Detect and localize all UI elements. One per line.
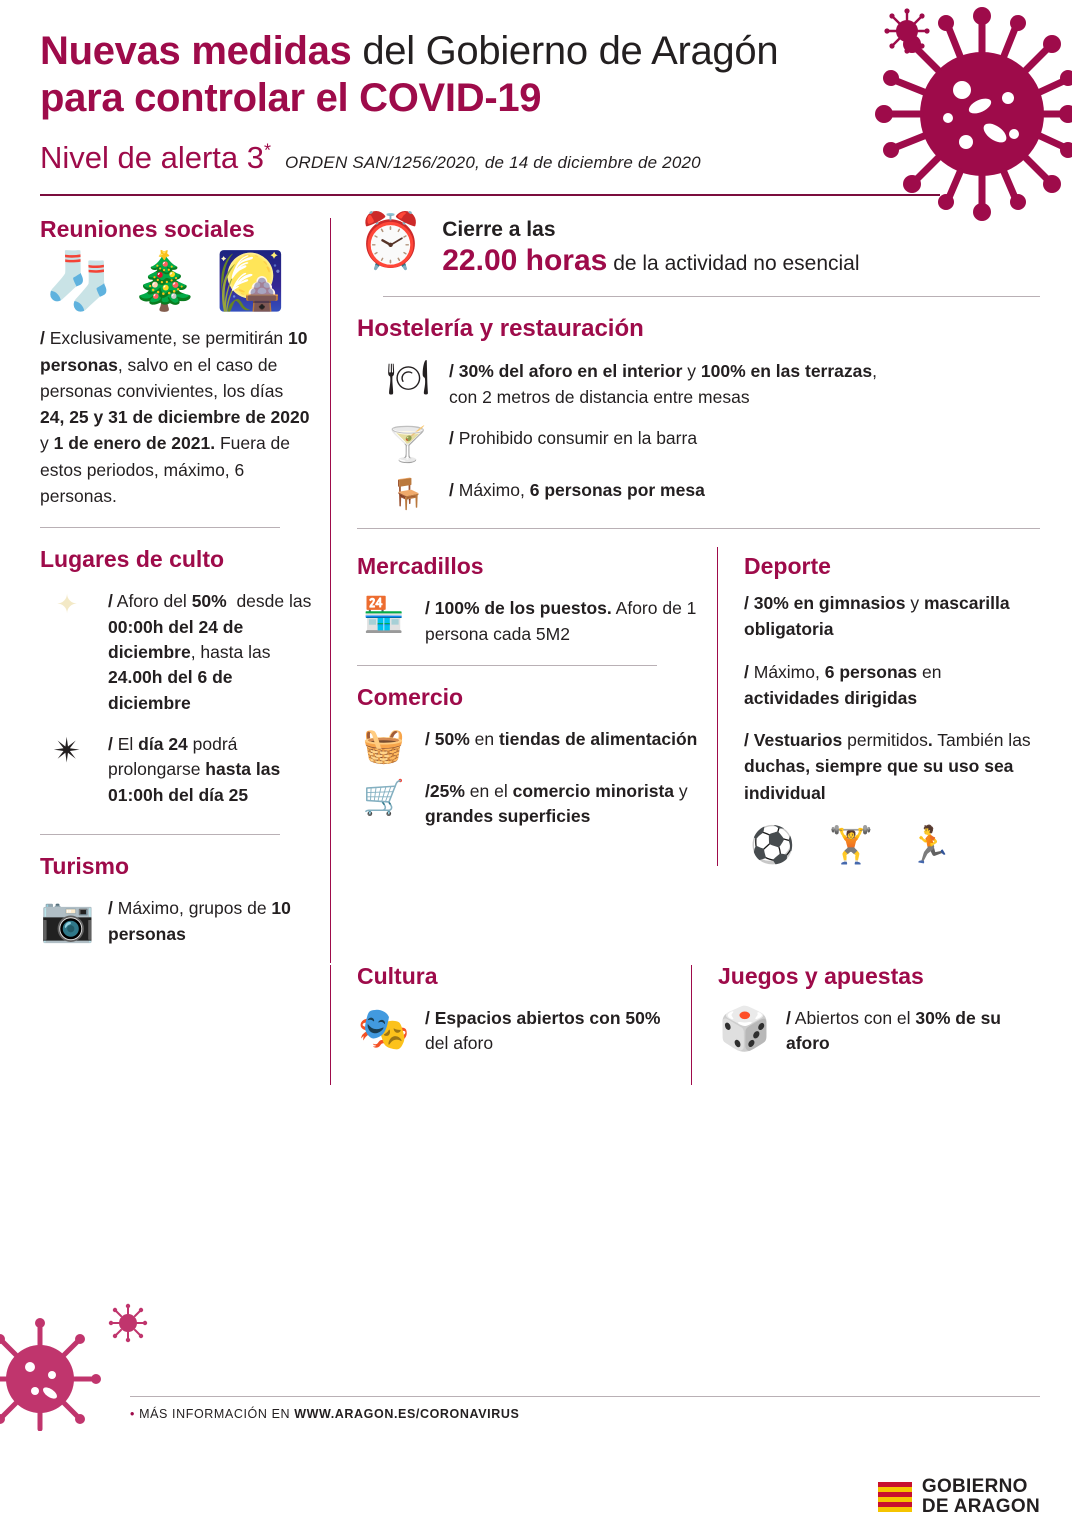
culto-item-2-text: / El día 24 podrá prolongarse hasta las 01:00h del día 25 [108, 734, 281, 805]
divider-left-2 [40, 834, 280, 835]
column-left [40, 210, 330, 963]
header-divider [40, 194, 940, 196]
comercio-item-1 [357, 727, 699, 763]
camera-icon: 📷 [40, 895, 95, 945]
order-reference: ORDEN SAN/1256/2020, de 14 de diciembre de 2020 [285, 153, 701, 173]
column-juegos [692, 957, 1040, 1085]
hosteleria-item-3 [357, 478, 1040, 510]
culto-item-2 [40, 732, 312, 808]
culto-item-1-text: / Aforo del 50% desde las 00:00h del 24 de diciembre, hasta las 24.00h del 6 de diciembre [108, 591, 312, 713]
culto-item-1 [40, 589, 312, 716]
column-cultura [331, 957, 691, 1085]
alert-level-text: Nivel de alerta 3 [40, 140, 265, 176]
section-title-culto: Lugares de culto [40, 546, 225, 573]
deporte-item-1: / 30% en gimnasios y mascarilla obligatoria [744, 593, 1010, 640]
title-part-1: Nuevas medidas [40, 29, 352, 73]
closing-texts [442, 214, 859, 278]
turismo-text: / Máximo, grupos de 10 personas [108, 898, 291, 944]
alert-level-asterisk: * [264, 141, 272, 162]
section-title-hosteleria: Hostelería y restauración [357, 315, 644, 343]
closing-line-2 [442, 244, 859, 278]
more-info-line [130, 1407, 1040, 1421]
section-title-cultura: Cultura [357, 962, 438, 989]
bottom-row [0, 957, 1080, 1085]
comercio-item-2-text: /25% en el comercio minorista y grandes superficies [425, 780, 688, 827]
column-deporte [718, 547, 1040, 866]
aragon-flag-icon [878, 1482, 912, 1512]
gov-line-2: DE ARAGON [921, 1495, 1040, 1517]
cultura-item [357, 1006, 673, 1057]
table-chairs-icon: 🪑 [389, 478, 427, 512]
main-content [0, 210, 1080, 963]
hosteleria-item-1-text: / 30% del aforo en el interior y 100% en las terrazas, con 2 metros de distancia entre mesas [449, 361, 877, 407]
footer-bullet: • [130, 1407, 135, 1421]
hosteleria-item-1 [357, 359, 1040, 410]
mid-bottom-columns [357, 547, 1040, 866]
coronavirus-illustration-small-top [884, 8, 930, 54]
divider-left-1 [40, 527, 280, 528]
weightlifting-icon: 🏋 [828, 823, 874, 865]
footer-more-info-label: MÁS INFORMACIÓN EN [139, 1407, 295, 1421]
juegos-item [718, 1006, 1040, 1057]
shopping-basket-icon: 🧺 [362, 726, 406, 765]
section-title-reuniones: Reuniones sociales [40, 216, 255, 243]
section-title-mercadillos: Mercadillos [357, 553, 484, 580]
section-title-juegos: Juegos y apuestas [718, 962, 924, 989]
dice-icon: 🎲 [718, 1004, 772, 1052]
food-serving-tray-icon: 🍽 [386, 359, 430, 398]
deporte-icons [744, 824, 1040, 866]
christmas-stocking-icon: 🧦 [44, 249, 114, 313]
reuniones-text: / Exclusivamente, se permitirán 10 personas, salvo en el caso de personas convivientes, los días 24, 25 y 31 de diciembre de 2020 y 1 de enero de 2021. Fuera de estos periodos, máximo, 6 personas. [40, 328, 310, 506]
turismo-item [40, 896, 312, 947]
column-right [331, 210, 1040, 963]
mercadillos-text: / 100% de los puestos. Aforo de 1 persona cada 5M2 [425, 598, 697, 644]
comercio-item-2 [357, 779, 699, 830]
government-logo [878, 1477, 1040, 1517]
closing-line-1: Cierre a las [442, 218, 556, 242]
comercio-item-1-text: / 50% en tiendas de alimentación [425, 728, 698, 749]
shopping-cart-icon: 🛒 [362, 778, 406, 817]
header [0, 0, 1080, 176]
column-mercadillos-comercio [357, 547, 717, 866]
deporte-item-3: / Vestuarios permitidos. También las duchas, siempre que su uso sea individual [744, 730, 1031, 803]
section-title-turismo: Turismo [40, 853, 130, 880]
title-part-3: para controlar el COVID-19 [40, 76, 542, 121]
footer-area [0, 1378, 1080, 1528]
alarm-clock-icon: ⏰ [357, 211, 425, 272]
section-title-comercio: Comercio [357, 683, 464, 710]
hosteleria-item-3-text: / Máximo, 6 personas por mesa [449, 480, 705, 501]
divider-right-1 [383, 296, 1040, 297]
market-stall-icon: 🏪 [362, 596, 406, 635]
hosteleria-item-2-text: / Prohibido consumir en la barra [449, 428, 698, 449]
star-icon: ✴ [52, 732, 82, 770]
government-logo-text [922, 1477, 1040, 1517]
mercadillos-item [357, 596, 699, 647]
closing-rest: de la actividad no esencial [607, 252, 860, 276]
deporte-item-2: / Máximo, 6 personas en actividades dirigidas [744, 661, 942, 708]
hosteleria-item-2 [357, 426, 1040, 465]
footer [0, 1397, 1080, 1517]
cultura-text: / Espacios abiertos con 50% del aforo [425, 1007, 661, 1054]
bottom-left-spacer [40, 957, 330, 1085]
christmas-bauble-icon: 🎑 [215, 249, 286, 313]
coronavirus-illustration-bottom-small [108, 1303, 148, 1343]
closing-hour: 22.00 horas [442, 244, 608, 278]
gov-line-1: GOBIERNO [921, 1476, 1028, 1497]
footer-url[interactable]: WWW.ARAGON.ES/CORONAVIRUS [294, 1407, 520, 1421]
alert-level [40, 140, 271, 176]
football-icon: ⚽ [750, 823, 795, 865]
title-part-2: del Gobierno de Aragón [351, 29, 779, 73]
sparkle-icon: ✦ [56, 589, 78, 620]
juegos-text: / Abiertos con el 30% de su aforo [786, 1007, 1002, 1054]
divider-mid-1 [357, 665, 657, 666]
christmas-tree-icon: 🎄 [129, 249, 200, 313]
running-icon: 🏃 [907, 823, 953, 865]
theatre-masks-icon: 🎭 [357, 1004, 411, 1052]
cocktail-icon: 🍸 [386, 426, 430, 465]
section-title-deporte: Deporte [744, 553, 831, 580]
page-title [40, 28, 830, 122]
divider-right-2 [357, 528, 1040, 529]
